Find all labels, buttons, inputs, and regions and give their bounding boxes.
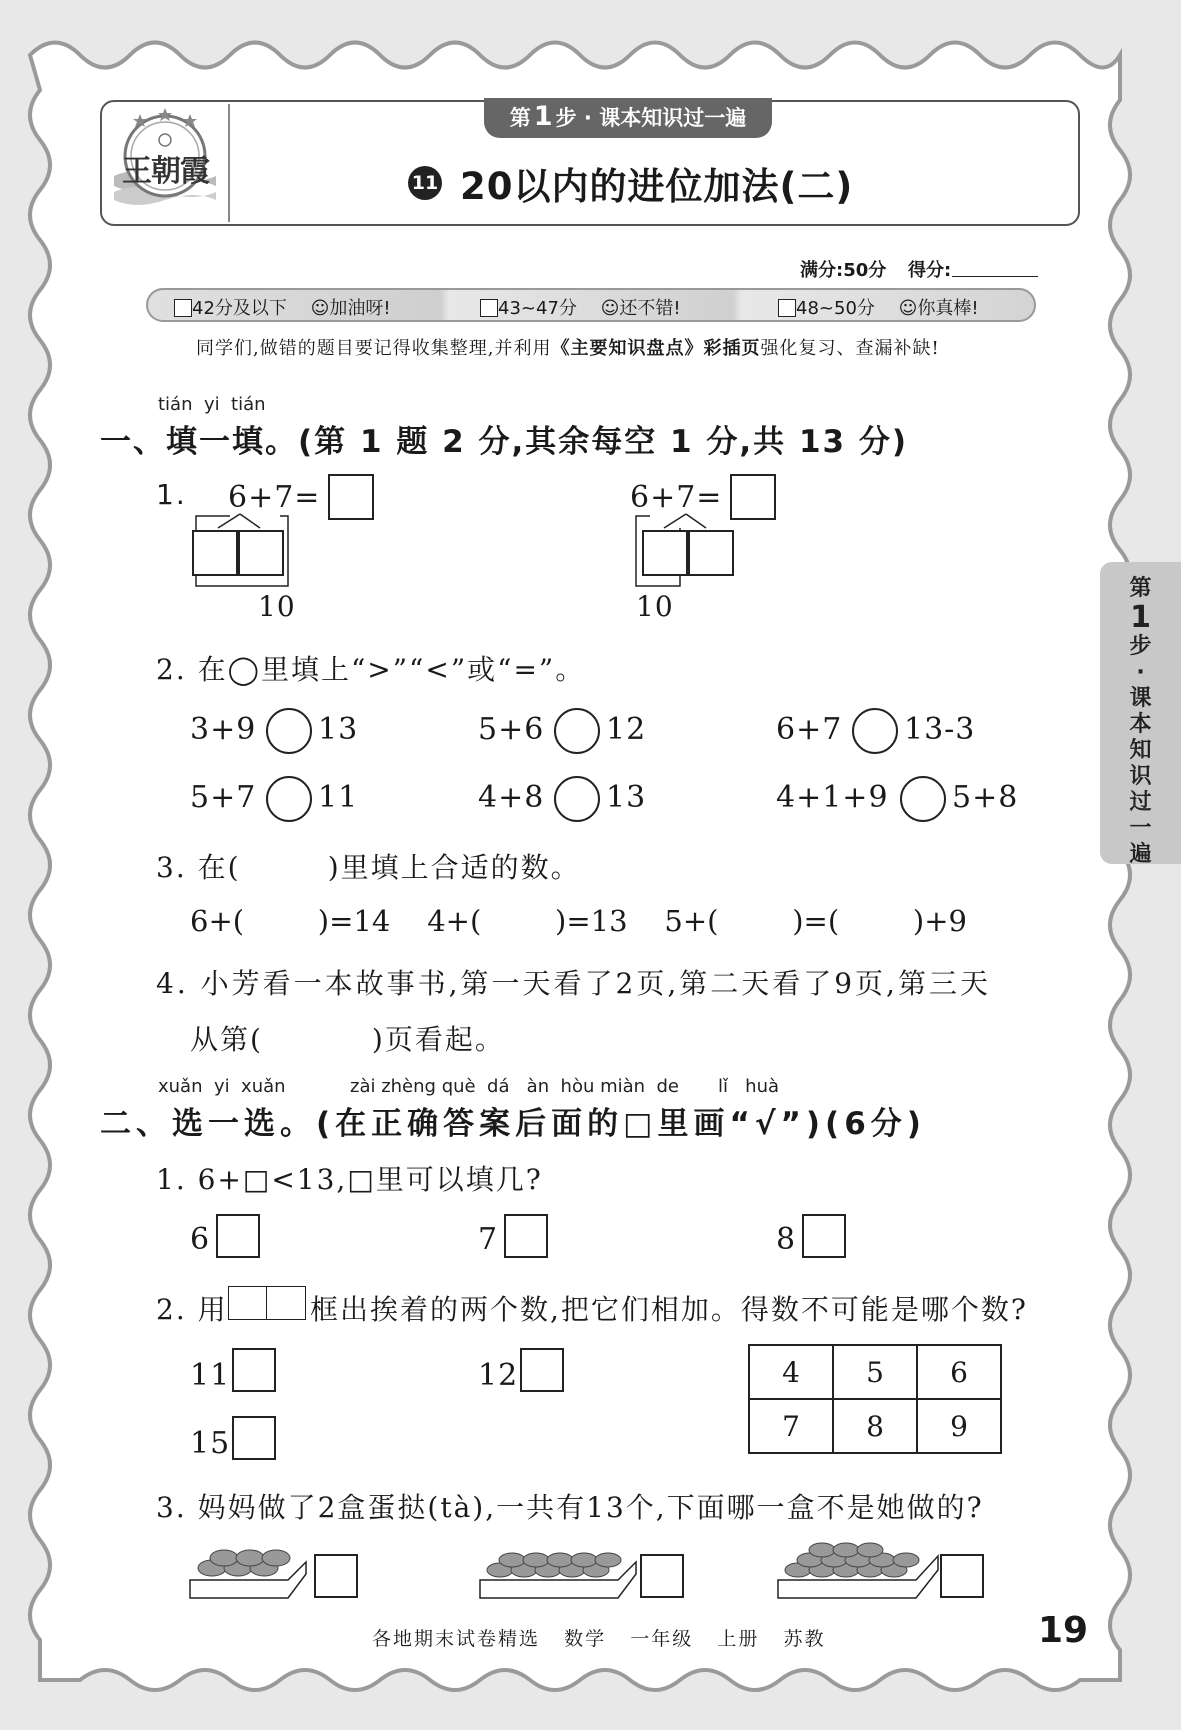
grid-cell: 9 bbox=[917, 1399, 1001, 1453]
s2-q2-prompt-b: 框出挨着的两个数,把它们相加。得数不可能是哪个数? bbox=[310, 1293, 1028, 1326]
compare-right: 5+8 bbox=[952, 780, 1019, 815]
tab-label: 步·课本知识过一遍 bbox=[1129, 634, 1152, 867]
step-tag bbox=[484, 98, 772, 138]
option-checkbox[interactable] bbox=[232, 1416, 276, 1460]
option-label: 6 bbox=[190, 1222, 211, 1257]
page-number: 19 bbox=[1038, 1610, 1089, 1651]
tab-prefix: 第 bbox=[1129, 576, 1152, 601]
answer-box[interactable] bbox=[688, 530, 734, 576]
note-text: 同学们,做错的题目要记得收集整理,并利用 bbox=[196, 338, 552, 359]
answer-box[interactable] bbox=[192, 530, 238, 576]
answer-box[interactable] bbox=[642, 530, 688, 576]
frame-icon bbox=[228, 1286, 268, 1320]
band-cheer: 还不错! bbox=[619, 298, 681, 319]
smiley-icon: ☺ bbox=[600, 298, 620, 319]
compare-left: 6+7 bbox=[776, 712, 843, 747]
smiley-icon: ☺ bbox=[310, 298, 330, 319]
s2-q1-prompt: 1. 6+□<13,□里可以填几? bbox=[156, 1163, 543, 1196]
compare-left: 3+9 bbox=[190, 712, 257, 747]
checkbox[interactable] bbox=[480, 299, 498, 317]
compare-circle[interactable] bbox=[266, 776, 312, 822]
checkbox[interactable] bbox=[778, 299, 796, 317]
review-note bbox=[196, 334, 940, 360]
egg-tart-box-2 bbox=[478, 1540, 638, 1602]
q1-expression-a: 6+7= bbox=[228, 480, 321, 515]
section2-pinyin-c: lǐ huà bbox=[718, 1076, 780, 1097]
compare-left: 4+8 bbox=[478, 780, 545, 815]
footer-book-info: 各地期末试卷精选 数学 一年级 上册 苏教 bbox=[372, 1628, 826, 1650]
tab-number: 1 bbox=[1130, 600, 1151, 635]
full-score: 满分:50分 bbox=[800, 260, 887, 281]
option-checkbox[interactable] bbox=[314, 1554, 358, 1598]
option-checkbox[interactable] bbox=[940, 1554, 984, 1598]
egg-tart-box-1 bbox=[188, 1540, 308, 1602]
option-label: 7 bbox=[478, 1222, 499, 1257]
q1-ten-b: 10 bbox=[636, 590, 674, 623]
step-side-tab bbox=[1100, 562, 1181, 867]
checkbox[interactable] bbox=[174, 299, 192, 317]
q1-number: 1. bbox=[156, 478, 187, 511]
compare-circle[interactable] bbox=[266, 708, 312, 754]
option-label: 12 bbox=[478, 1358, 519, 1393]
q1-expression-b: 6+7= bbox=[630, 480, 723, 515]
compare-circle[interactable] bbox=[900, 776, 946, 822]
grid-cell: 8 bbox=[833, 1399, 917, 1453]
compare-right: 13 bbox=[318, 712, 359, 747]
option-checkbox[interactable] bbox=[216, 1214, 260, 1258]
number-grid bbox=[748, 1344, 1002, 1454]
compare-left: 4+1+9 bbox=[776, 780, 889, 815]
compare-circle[interactable] bbox=[852, 708, 898, 754]
compare-circle[interactable] bbox=[554, 708, 600, 754]
band-cheer: 你真棒! bbox=[917, 298, 979, 319]
rating-band-1 bbox=[174, 294, 391, 320]
answer-box[interactable] bbox=[328, 474, 374, 520]
band-cheer: 加油呀! bbox=[329, 298, 391, 319]
q4-line2[interactable]: 从第( )页看起。 bbox=[190, 1023, 505, 1056]
q1-ten-a: 10 bbox=[258, 590, 296, 623]
section2-pinyin-a: xuǎn yi xuǎn bbox=[158, 1076, 286, 1097]
compare-right: 13-3 bbox=[904, 712, 976, 747]
section2-pinyin-b: zài zhèng què dá àn hòu miàn de bbox=[350, 1076, 680, 1097]
lesson-number-badge: 11 bbox=[408, 166, 442, 200]
option-checkbox[interactable] bbox=[504, 1214, 548, 1258]
compare-right: 11 bbox=[318, 780, 359, 815]
lesson-title: 20以内的进位加法(二) bbox=[460, 165, 854, 208]
compare-right: 13 bbox=[606, 780, 647, 815]
band-range: 48~50分 bbox=[796, 298, 875, 319]
section2-title: 二、选一选。(在正确答案后面的□里画“√”)(6分) bbox=[100, 1106, 926, 1142]
compare-right: 12 bbox=[606, 712, 647, 747]
option-checkbox[interactable] bbox=[802, 1214, 846, 1258]
score-label: 得分: bbox=[908, 260, 952, 281]
section1-title: 一、填一填。(第 1 题 2 分,其余每空 1 分,共 13 分) bbox=[100, 424, 909, 460]
band-range: 42分及以下 bbox=[192, 298, 287, 319]
q3-prompt: 3. 在( )里填上合适的数。 bbox=[156, 851, 581, 884]
q3-equations[interactable]: 6+( )=14 4+( )=13 5+( )=( )+9 bbox=[190, 904, 967, 938]
step-prefix: 第 bbox=[509, 106, 531, 130]
logo-text: 王朝霞 bbox=[122, 154, 209, 189]
score-blank[interactable] bbox=[952, 276, 1038, 277]
option-checkbox[interactable] bbox=[232, 1348, 276, 1392]
note-highlight: 《主要知识盘点》彩插页 bbox=[551, 338, 761, 359]
band-range: 43~47分 bbox=[498, 298, 577, 319]
compare-left: 5+7 bbox=[190, 780, 257, 815]
option-checkbox[interactable] bbox=[640, 1554, 684, 1598]
frame-icon bbox=[266, 1286, 306, 1320]
compare-left: 5+6 bbox=[478, 712, 545, 747]
compare-circle[interactable] bbox=[554, 776, 600, 822]
s2-q2-prompt-a: 2. 用 bbox=[156, 1293, 228, 1326]
note-text: 强化复习、查漏补缺! bbox=[760, 338, 940, 359]
option-label: 11 bbox=[190, 1358, 231, 1393]
grid-cell: 6 bbox=[917, 1345, 1001, 1399]
header-divider bbox=[228, 104, 230, 222]
smiley-icon: ☺ bbox=[898, 298, 918, 319]
q4-line1: 4. 小芳看一本故事书,第一天看了2页,第二天看了9页,第三天 bbox=[156, 967, 991, 1000]
grid-cell: 4 bbox=[749, 1345, 833, 1399]
option-label: 8 bbox=[776, 1222, 797, 1257]
option-label: 15 bbox=[190, 1426, 231, 1461]
step-number: 1 bbox=[533, 101, 553, 132]
section1-pinyin: tián yi tián bbox=[158, 394, 266, 415]
option-checkbox[interactable] bbox=[520, 1348, 564, 1392]
step-suffix: 步 · 课本知识过一遍 bbox=[555, 106, 747, 130]
rating-band-2 bbox=[480, 294, 681, 320]
grid-cell: 5 bbox=[833, 1345, 917, 1399]
answer-box[interactable] bbox=[238, 530, 284, 576]
grid-cell: 7 bbox=[749, 1399, 833, 1453]
rating-band-3 bbox=[778, 294, 979, 320]
egg-tart-box-3 bbox=[776, 1530, 940, 1602]
q2-prompt: 2. 在◯里填上“>”“<”或“=”。 bbox=[156, 653, 586, 686]
s2-q3-prompt: 3. 妈妈做了2盒蛋挞(tà),一共有13个,下面哪一盒不是她做的? bbox=[156, 1491, 984, 1524]
